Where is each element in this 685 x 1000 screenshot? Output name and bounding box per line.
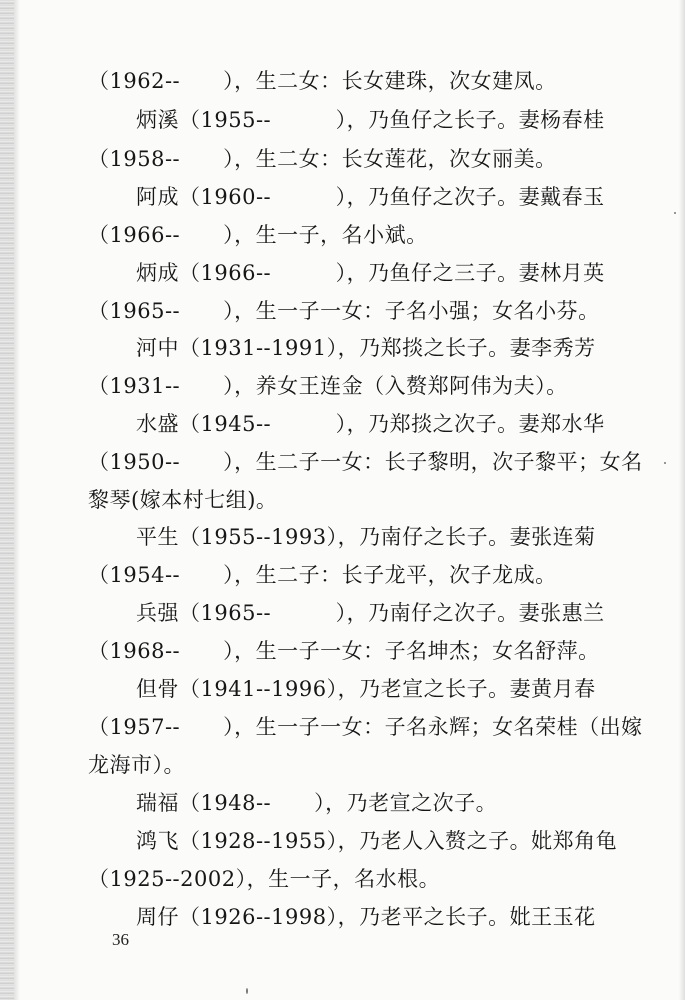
text-line-9: （1931-- ），养女王连金（入赘郑阿伟为夫）。 — [88, 374, 568, 398]
text-line-4: 阿成（1960-- ），乃鱼仔之次子。妻戴春玉 — [136, 185, 605, 209]
text-line-1: （1962-- ），生二女：长女建珠，次女建凤。 — [88, 69, 557, 93]
text-line-7: （1965-- ），生一子一女：子名小强；女名小芬。 — [88, 299, 600, 323]
text-line-2: 炳溪（1955-- ），乃鱼仔之长子。妻杨春桂 — [136, 108, 605, 132]
scan-shadow-right — [679, 0, 685, 1000]
text-line-17: 但骨（1941--1996），乃老宣之长子。妻黄月春 — [136, 677, 596, 701]
text-line-6: 炳成（1966-- ），乃鱼仔之三子。妻林月英 — [136, 261, 605, 285]
scan-speck — [246, 988, 248, 994]
text-line-18: （1957-- ），生一子一女：子名永辉；女名荣桂（出嫁 — [88, 715, 643, 739]
text-line-21: 鸿飞（1928--1955），乃老人入赘之子。妣郑角龟 — [136, 829, 618, 853]
scan-shadow-left-gradient — [14, 0, 20, 1000]
text-line-16: （1968-- ），生一子一女：子名坤杰；女名舒萍。 — [88, 639, 600, 663]
text-line-22: （1925--2002），生一子，名水根。 — [88, 867, 441, 891]
text-line-8: 河中（1931--1991），乃郑掞之长子。妻李秀芳 — [136, 336, 596, 360]
text-line-5: （1966-- ），生一子，名小斌。 — [88, 223, 428, 247]
text-line-3: （1958-- ），生二女：长女莲花，次女丽美。 — [88, 147, 557, 171]
text-line-12: 黎琴(嫁本村七组)。 — [88, 488, 278, 512]
text-line-19: 龙海市）。 — [88, 753, 185, 777]
page-number: 36 — [112, 930, 129, 949]
text-line-11: （1950-- ），生二子一女：长子黎明，次子黎平；女名 — [88, 450, 643, 474]
scan-speck — [664, 462, 666, 464]
text-line-13: 平生（1955--1993），乃南仔之长子。妻张连菊 — [136, 525, 596, 549]
scan-speck — [674, 212, 676, 214]
text-line-14: （1954-- ），生二子：长子龙平，次子龙成。 — [88, 563, 557, 587]
text-line-20: 瑞福（1948-- ），乃老宣之次子。 — [136, 791, 498, 815]
text-line-23: 周仔（1926--1998），乃老平之长子。妣王玉花 — [136, 905, 596, 929]
text-line-15: 兵强（1965-- ），乃南仔之次子。妻张惠兰 — [136, 601, 605, 625]
scan-shadow-left — [0, 0, 14, 1000]
text-line-10: 水盛（1945-- ），乃郑掞之次子。妻郑水华 — [136, 412, 605, 436]
